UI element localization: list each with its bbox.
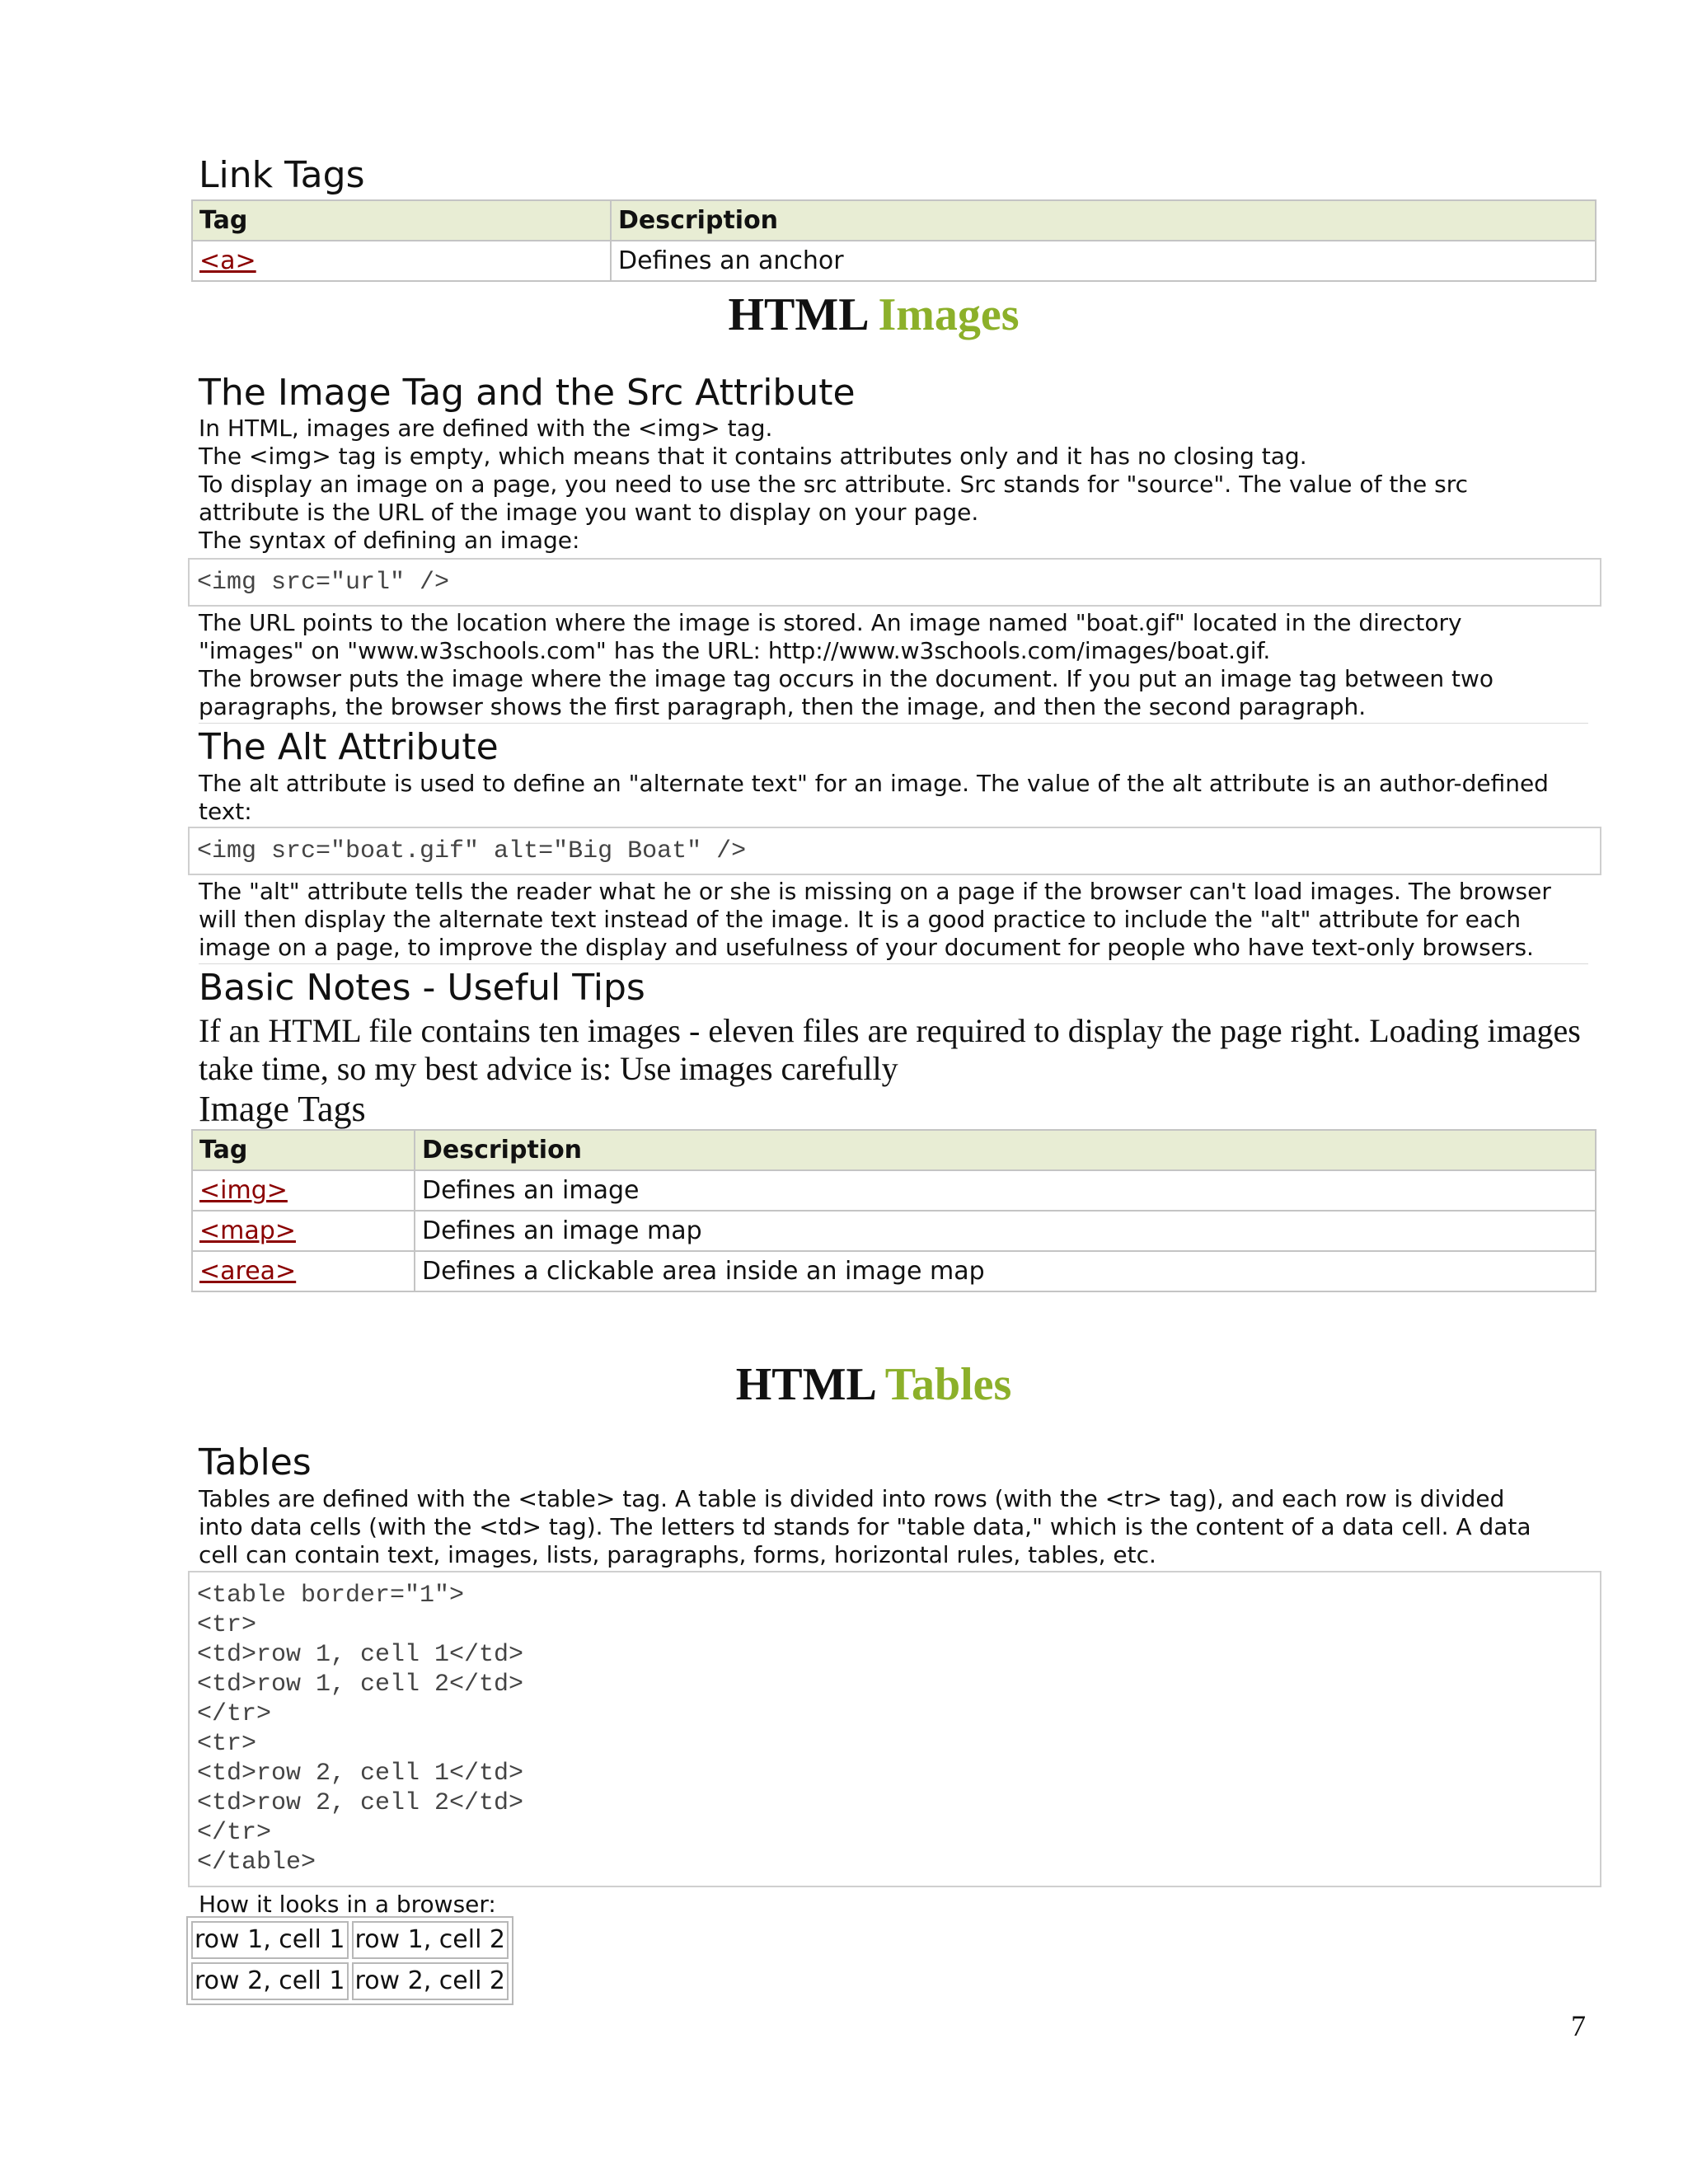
description-cell: Defines an anchor (611, 241, 1596, 281)
code-line: <td>row 1, cell 2</td> (197, 1671, 524, 1699)
code-line: <td>row 2, cell 2</td> (197, 1789, 524, 1817)
description-cell: Defines an image (415, 1170, 1596, 1211)
tag-link-map[interactable]: <map> (199, 1216, 296, 1245)
code-line: </table> (197, 1849, 316, 1877)
code-line: <img src="url" /> (197, 569, 450, 597)
text-line: To display an image on a page, you need to use the src attribute. Src stands for "source". The value of the src (199, 471, 1469, 498)
column-header-description: Description (611, 200, 1596, 241)
table-row (192, 1211, 1596, 1251)
text-line: image on a page, to improve the display and usefulness of your document for people who have text-only browsers. (199, 934, 1534, 961)
code-example-table (188, 1571, 1601, 1887)
code-example-img-alt (188, 827, 1601, 875)
column-header-description: Description (415, 1130, 1596, 1170)
table-cell: row 1, cell 2 (352, 1921, 509, 1959)
text-line: cell can contain text, images, lists, paragraphs, forms, horizontal rules, tables, etc. (199, 1541, 1156, 1568)
text-line: The syntax of defining an image: (199, 527, 580, 554)
description-cell: Defines an image map (415, 1211, 1596, 1251)
text-line: In HTML, images are defined with the <img> tag. (199, 415, 773, 442)
browser-preview-label: How it looks in a browser: (199, 1891, 496, 1918)
image-url-paragraph (199, 609, 1493, 721)
tag-cell (192, 1251, 415, 1291)
tips-paragraph (199, 1012, 1581, 1088)
table-row (191, 1921, 509, 1959)
table-row (192, 1251, 1596, 1291)
image-tags-heading: Image Tags (199, 1089, 366, 1129)
alt-attribute-heading: The Alt Attribute (199, 726, 499, 768)
text-line: paragraphs, the browser shows the first paragraph, then the image, and then the second paragraph. (199, 693, 1367, 720)
tables-paragraph (199, 1485, 1531, 1569)
code-line: <img src="boat.gif" alt="Big Boat" /> (197, 837, 747, 865)
text-line: will then display the alternate text instead of the image. It is a good practice to include the "alt" attribute for each (199, 906, 1522, 933)
table-header-row (192, 1130, 1596, 1170)
table-row (191, 1962, 509, 2000)
code-line: <td>row 2, cell 1</td> (197, 1760, 524, 1788)
text-line: into data cells (with the <td> tag). The letters td stands for "table data," which is the content of a data cell. A data (199, 1513, 1531, 1540)
table-cell: row 1, cell 1 (191, 1921, 349, 1959)
table-cell: row 2, cell 1 (191, 1962, 349, 2000)
code-line: <td>row 1, cell 1</td> (197, 1641, 524, 1669)
text-line: If an HTML file contains ten images - eleven files are required to display the page right. Loading images (199, 1012, 1581, 1049)
alt-attribute-paragraph (199, 770, 1549, 826)
table-header-row (192, 200, 1596, 241)
images-section-title (82, 288, 1665, 341)
alt-explanation-paragraph (199, 878, 1551, 962)
tables-heading: Tables (199, 1441, 312, 1483)
column-header-tag: Tag (192, 1130, 415, 1170)
text-line: attribute is the URL of the image you want to display on your page. (199, 499, 979, 526)
text-line: text: (199, 798, 252, 825)
tag-cell (192, 1170, 415, 1211)
title-accent: Tables (884, 1359, 1012, 1410)
tag-link-img[interactable]: <img> (199, 1176, 288, 1205)
tag-cell (192, 241, 611, 281)
table-row (192, 241, 1596, 281)
tag-cell (192, 1211, 415, 1251)
title-accent: Images (878, 289, 1020, 340)
section-divider (199, 963, 1588, 964)
text-line: The browser puts the image where the image tag occurs in the document. If you put an image tag between two (199, 665, 1494, 692)
section-divider (199, 723, 1588, 724)
text-line: Tables are defined with the <table> tag. A table is divided into rows (with the <tr> tag), and each row is divided (199, 1485, 1505, 1512)
link-tags-heading: Link Tags (199, 154, 365, 196)
tag-link-a[interactable]: <a> (199, 246, 256, 275)
image-tag-paragraph (199, 415, 1468, 555)
code-example-img-src (188, 558, 1601, 607)
link-tags-table (191, 199, 1597, 282)
title-main: HTML (728, 289, 867, 340)
table-row (192, 1170, 1596, 1211)
browser-preview-table (186, 1916, 513, 2005)
text-line: The URL points to the location where the image is stored. An image named "boat.gif" located in the directory (199, 609, 1462, 636)
text-line: The <img> tag is empty, which means that it contains attributes only and it has no closing tag. (199, 443, 1307, 470)
code-line: <table border="1"> (197, 1582, 465, 1610)
image-tags-table (191, 1129, 1597, 1292)
text-line: "images" on "www.w3schools.com" has the URL: http://www.w3schools.com/images/boat.gif. (199, 637, 1271, 664)
table-cell: row 2, cell 2 (352, 1962, 509, 2000)
code-line: <tr> (197, 1611, 257, 1639)
column-header-tag: Tag (192, 200, 611, 241)
description-cell: Defines a clickable area inside an image map (415, 1251, 1596, 1291)
code-line: </tr> (197, 1700, 272, 1728)
tables-section-title (82, 1358, 1665, 1411)
code-line: <tr> (197, 1730, 257, 1758)
text-line: The alt attribute is used to define an "alternate text" for an image. The value of the alt attribute is an author-defined (199, 770, 1549, 797)
text-line: take time, so my best advice is: Use images carefully (199, 1050, 898, 1087)
page-number: 7 (1571, 2009, 1586, 2042)
tips-heading: Basic Notes - Useful Tips (199, 967, 645, 1009)
code-line: </tr> (197, 1819, 272, 1847)
image-tag-heading: The Image Tag and the Src Attribute (199, 372, 856, 414)
tag-link-area[interactable]: <area> (199, 1257, 297, 1286)
text-line: The "alt" attribute tells the reader what he or she is missing on a page if the browser can't load images. The browser (199, 878, 1551, 905)
title-main: HTML (735, 1359, 874, 1410)
